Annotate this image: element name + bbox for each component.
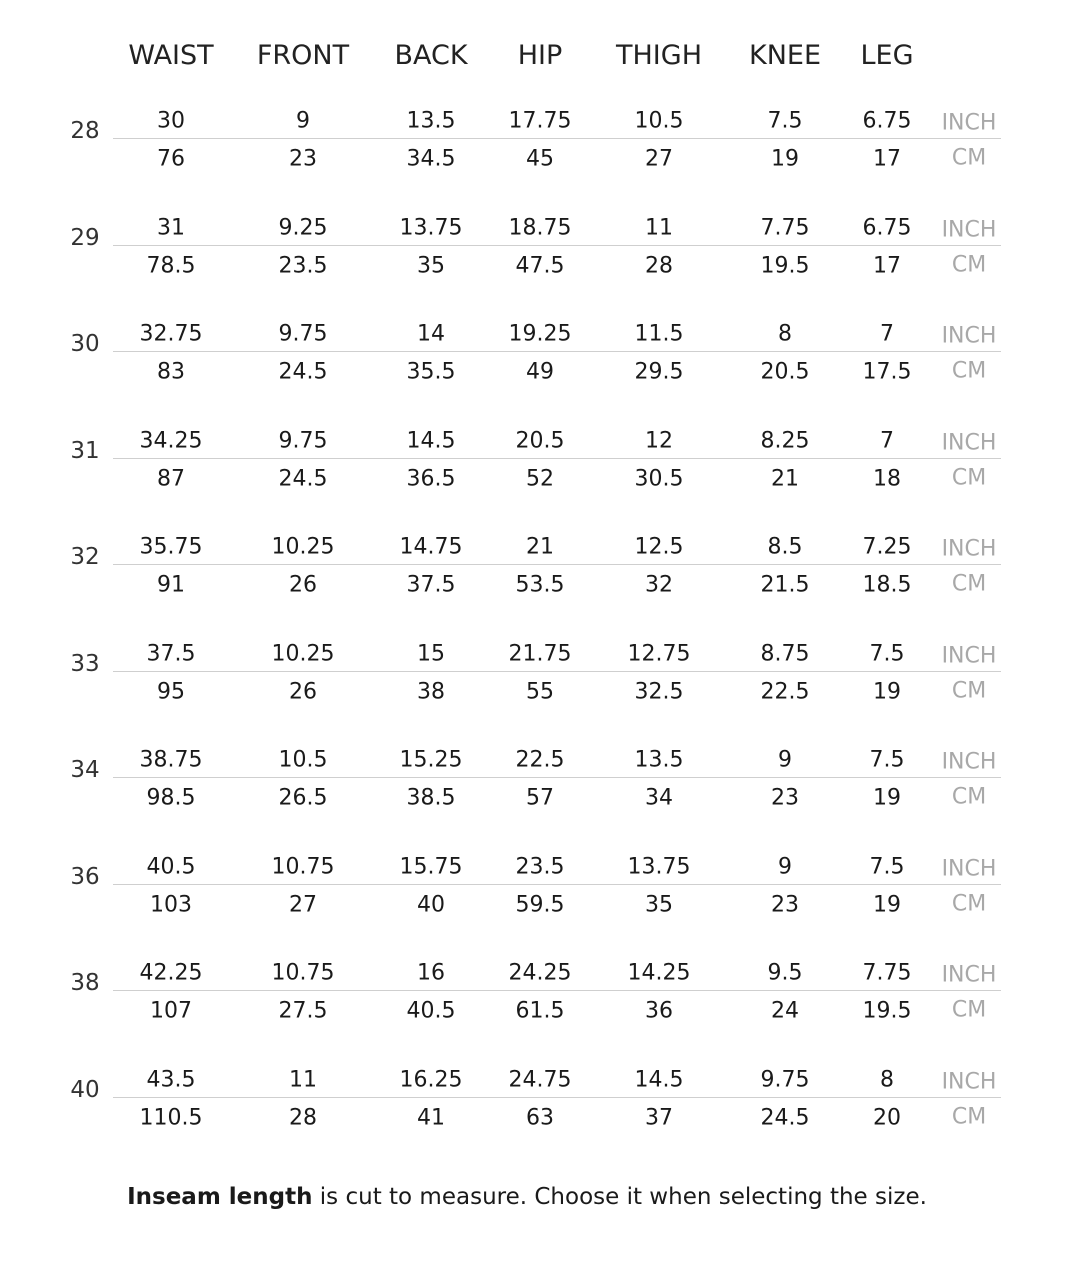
cm-value: 24.5 (760, 1105, 810, 1130)
inch-value: 14.5 (406, 428, 456, 453)
inch-value: 9.75 (278, 428, 328, 453)
cm-value: 34.5 (406, 146, 456, 172)
cm-value: 37.5 (406, 572, 456, 598)
unit-cm-label: CM (951, 891, 987, 916)
unit-inch-label: INCH (941, 962, 997, 988)
cm-value: 40.5 (406, 998, 456, 1024)
inch-value: 12 (645, 428, 673, 453)
unit-cm-label: CM (951, 358, 987, 384)
footnote-bold: Inseam length (127, 1184, 313, 1210)
cm-value: 83 (157, 359, 185, 385)
size-label: 33 (70, 650, 100, 677)
inch-value: 11 (289, 1067, 317, 1092)
cm-value: 36.5 (406, 466, 456, 491)
cm-value: 47.5 (515, 253, 565, 278)
size-label: 36 (70, 863, 100, 890)
inch-value: 13.5 (634, 747, 684, 773)
cm-value: 26 (289, 572, 317, 598)
cm-value: 49 (526, 359, 554, 385)
inch-value: 21 (526, 534, 554, 560)
inch-value: 31 (157, 215, 185, 240)
cm-value: 52 (526, 466, 554, 491)
inch-value: 10.25 (271, 534, 335, 560)
cm-value: 76 (157, 146, 185, 172)
row-divider (113, 671, 1001, 672)
cm-value: 35.5 (406, 359, 456, 385)
cm-value: 30.5 (634, 466, 684, 491)
inch-value: 15.75 (399, 854, 463, 879)
unit-cm-label: CM (951, 678, 987, 703)
cm-value: 19 (873, 679, 901, 704)
cm-value: 57 (526, 785, 554, 811)
cm-value: 27.5 (278, 998, 328, 1024)
column-header-waist: WAIST (128, 40, 214, 71)
cm-value: 23 (289, 146, 317, 172)
inch-value: 38.75 (139, 747, 203, 773)
inch-value: 19.25 (508, 321, 572, 347)
inch-value: 21.75 (508, 641, 572, 666)
row-divider (113, 1097, 1001, 1098)
cm-value: 19.5 (760, 253, 810, 278)
column-header-knee: KNEE (748, 40, 822, 71)
inch-value: 8 (880, 1067, 894, 1092)
cm-value: 18.5 (862, 572, 912, 598)
inch-value: 9.75 (278, 321, 328, 347)
row-divider (113, 138, 1001, 139)
inch-value: 7.75 (862, 960, 912, 986)
cm-value: 38 (417, 679, 445, 704)
cm-value: 45 (526, 146, 554, 172)
column-header-back: BACK (394, 40, 468, 71)
cm-value: 18 (873, 466, 901, 491)
cm-value: 36 (645, 998, 673, 1024)
cm-value: 19 (873, 892, 901, 917)
inch-value: 23.5 (515, 854, 565, 879)
cm-value: 23 (771, 785, 799, 811)
inch-value: 7.5 (869, 641, 905, 666)
inch-value: 8.75 (760, 641, 810, 666)
inch-value: 37.5 (146, 641, 196, 666)
inch-value: 11 (645, 215, 673, 240)
cm-value: 17 (873, 146, 901, 172)
footnote-text: is cut to measure. Choose it when selecting the size. (312, 1184, 927, 1210)
inch-value: 13.75 (627, 854, 691, 879)
row-divider (113, 777, 1001, 778)
cm-value: 20 (873, 1105, 901, 1130)
cm-value: 19 (873, 785, 901, 811)
cm-value: 35 (645, 892, 673, 917)
unit-inch-label: INCH (941, 643, 997, 668)
inch-value: 22.5 (515, 747, 565, 773)
column-header-leg: LEG (860, 40, 914, 71)
inch-value: 10.5 (634, 108, 684, 134)
unit-inch-label: INCH (941, 749, 997, 775)
inch-value: 7 (880, 321, 894, 347)
row-divider (113, 990, 1001, 991)
size-label: 32 (70, 544, 100, 570)
cm-value: 59.5 (515, 892, 565, 917)
inch-value: 9.5 (767, 960, 803, 986)
cm-value: 87 (157, 466, 185, 491)
inch-value: 20.5 (515, 428, 565, 453)
inch-value: 9 (778, 747, 792, 773)
cm-value: 91 (157, 572, 185, 598)
unit-cm-label: CM (951, 252, 987, 277)
inch-value: 9 (296, 108, 310, 134)
inch-value: 13.5 (406, 108, 456, 134)
unit-cm-label: CM (951, 571, 987, 597)
size-label: 40 (70, 1076, 100, 1103)
inch-value: 10.75 (271, 854, 335, 879)
inch-value: 40.5 (146, 854, 196, 879)
unit-inch-label: INCH (941, 110, 997, 136)
column-header-hip: HIP (517, 40, 563, 71)
cm-value: 53.5 (515, 572, 565, 598)
unit-inch-label: INCH (941, 536, 997, 562)
row-divider (113, 458, 1001, 459)
size-label: 38 (70, 970, 100, 996)
inch-value: 16.25 (399, 1067, 463, 1092)
inch-value: 30 (157, 108, 185, 134)
unit-inch-label: INCH (941, 430, 997, 455)
inch-value: 24.25 (508, 960, 572, 986)
cm-value: 27 (289, 892, 317, 917)
cm-value: 26.5 (278, 785, 328, 811)
cm-value: 78.5 (146, 253, 196, 278)
cm-value: 61.5 (515, 998, 565, 1024)
column-header-front: FRONT (256, 40, 350, 71)
cm-value: 20.5 (760, 359, 810, 385)
inch-value: 10.25 (271, 641, 335, 666)
inch-value: 18.75 (508, 215, 572, 240)
cm-value: 27 (645, 146, 673, 172)
cm-value: 24.5 (278, 359, 328, 385)
inch-value: 24.75 (508, 1067, 572, 1092)
inch-value: 43.5 (146, 1067, 196, 1092)
cm-value: 55 (526, 679, 554, 704)
cm-value: 19.5 (862, 998, 912, 1024)
unit-inch-label: INCH (941, 856, 997, 881)
inch-value: 15.25 (399, 747, 463, 773)
inch-value: 16 (417, 960, 445, 986)
row-divider (113, 884, 1001, 885)
row-divider (113, 351, 1001, 352)
cm-value: 32 (645, 572, 673, 598)
inch-value: 7.25 (862, 534, 912, 560)
size-label: 29 (70, 224, 100, 251)
unit-cm-label: CM (951, 465, 987, 490)
inch-value: 7.5 (767, 108, 803, 134)
unit-inch-label: INCH (941, 323, 997, 349)
size-label: 28 (70, 118, 100, 144)
cm-value: 35 (417, 253, 445, 278)
inch-value: 14.75 (399, 534, 463, 560)
cm-value: 26 (289, 679, 317, 704)
unit-inch-label: INCH (941, 1069, 997, 1094)
cm-value: 21.5 (760, 572, 810, 598)
cm-value: 63 (526, 1105, 554, 1130)
inch-value: 7.5 (869, 854, 905, 879)
unit-cm-label: CM (951, 784, 987, 810)
cm-value: 34 (645, 785, 673, 811)
cm-value: 28 (289, 1105, 317, 1130)
cm-value: 19 (771, 146, 799, 172)
size-label: 34 (70, 757, 100, 783)
inch-value: 32.75 (139, 321, 203, 347)
cm-value: 23.5 (278, 253, 328, 278)
inch-value: 8 (778, 321, 792, 347)
inch-value: 14 (417, 321, 445, 347)
unit-inch-label: INCH (941, 217, 997, 242)
cm-value: 37 (645, 1105, 673, 1130)
inch-value: 10.5 (278, 747, 328, 773)
inch-value: 7.5 (869, 747, 905, 773)
inch-value: 42.25 (139, 960, 203, 986)
cm-value: 103 (150, 892, 192, 917)
size-label: 30 (70, 331, 100, 357)
inch-value: 17.75 (508, 108, 572, 134)
cm-value: 41 (417, 1105, 445, 1130)
cm-value: 28 (645, 253, 673, 278)
row-divider (113, 245, 1001, 246)
inch-value: 7.75 (760, 215, 810, 240)
inch-value: 12.5 (634, 534, 684, 560)
inch-value: 35.75 (139, 534, 203, 560)
inch-value: 13.75 (399, 215, 463, 240)
inch-value: 6.75 (862, 108, 912, 134)
inch-value: 8.5 (767, 534, 803, 560)
cm-value: 21 (771, 466, 799, 491)
inch-value: 14.25 (627, 960, 691, 986)
cm-value: 38.5 (406, 785, 456, 811)
cm-value: 24 (771, 998, 799, 1024)
inch-value: 12.75 (627, 641, 691, 666)
inch-value: 15 (417, 641, 445, 666)
cm-value: 22.5 (760, 679, 810, 704)
cm-value: 17 (873, 253, 901, 278)
unit-cm-label: CM (951, 145, 987, 171)
inch-value: 14.5 (634, 1067, 684, 1092)
size-label: 31 (70, 437, 100, 464)
cm-value: 95 (157, 679, 185, 704)
cm-value: 29.5 (634, 359, 684, 385)
cm-value: 107 (150, 998, 192, 1024)
row-divider (113, 564, 1001, 565)
inch-value: 10.75 (271, 960, 335, 986)
cm-value: 24.5 (278, 466, 328, 491)
inch-value: 7 (880, 428, 894, 453)
column-header-thigh: THIGH (616, 40, 702, 71)
inch-value: 9.75 (760, 1067, 810, 1092)
inch-value: 8.25 (760, 428, 810, 453)
inch-value: 9 (778, 854, 792, 879)
cm-value: 17.5 (862, 359, 912, 385)
cm-value: 98.5 (146, 785, 196, 811)
inch-value: 11.5 (634, 321, 684, 347)
unit-cm-label: CM (951, 997, 987, 1023)
cm-value: 23 (771, 892, 799, 917)
unit-cm-label: CM (951, 1104, 987, 1129)
inch-value: 34.25 (139, 428, 203, 453)
inch-value: 6.75 (862, 215, 912, 240)
inch-value: 9.25 (278, 215, 328, 240)
cm-value: 32.5 (634, 679, 684, 704)
cm-value: 40 (417, 892, 445, 917)
footnote (0, 1184, 1054, 1210)
cm-value: 110.5 (139, 1105, 203, 1130)
